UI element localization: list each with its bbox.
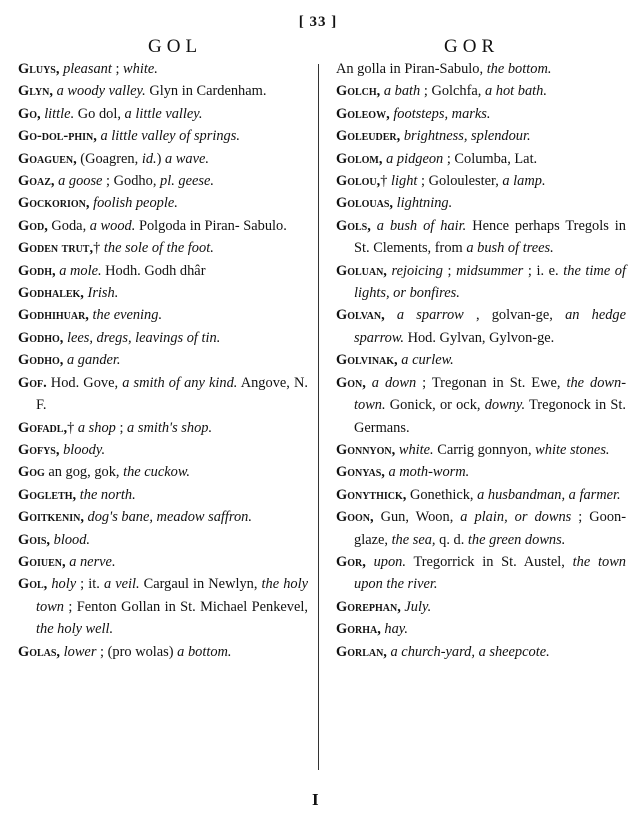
entry-headword: Golom, <box>336 150 383 167</box>
entry-gloss: foolish people. <box>93 195 178 212</box>
entry-headword: God, <box>18 217 48 234</box>
dictionary-entry <box>336 596 626 618</box>
dictionary-entry <box>18 439 308 461</box>
dictionary-entry <box>336 125 626 147</box>
dictionary-entry <box>18 573 308 640</box>
dictionary-entry <box>336 461 626 483</box>
entry-headword: Golouas, <box>336 195 394 212</box>
entry-text: ; i. e. <box>523 262 564 279</box>
dictionary-entry <box>18 349 308 371</box>
dictionary-entry <box>18 237 308 259</box>
dictionary-entry <box>18 170 308 192</box>
dictionary-entry <box>336 439 626 461</box>
entry-gloss: a bush of hair. <box>376 217 467 234</box>
dictionary-entry <box>336 192 626 214</box>
entry-text: q. d. <box>435 531 468 548</box>
entry-gloss: blood. <box>53 531 91 548</box>
entry-text <box>385 307 397 323</box>
entry-gloss: a husbandman, a farmer. <box>477 486 621 503</box>
entry-headword: Godh, <box>18 262 56 279</box>
dictionary-entry <box>18 148 308 170</box>
entry-gloss: a down <box>371 374 417 391</box>
entry-headword: Golch, <box>336 83 381 100</box>
entry-headword: Go, <box>18 105 41 122</box>
entry-text: Hodh. Godh dhâr <box>101 262 206 279</box>
entry-headword: Gorha, <box>336 621 381 638</box>
entry-text: Hence perhaps Tregols in St. Clements, from <box>354 217 626 257</box>
entry-headword: Goleow, <box>336 105 390 122</box>
entry-headword: Gols, <box>336 217 371 234</box>
entry-gloss: white. <box>123 61 158 77</box>
dictionary-entry <box>336 80 626 102</box>
entry-headword: Godhalek, <box>18 285 84 302</box>
entry-headword: Goitkenin, <box>18 509 84 526</box>
entry-text: ; Golchfa, <box>420 83 485 100</box>
entry-headword: Godho, <box>18 329 64 346</box>
entry-text: An golla in Piran-Sabulo, <box>336 61 487 77</box>
dictionary-entry <box>336 260 626 305</box>
entry-headword: Gofadl, <box>18 419 68 436</box>
entry-gloss: a veil. <box>103 576 140 593</box>
dictionary-entry <box>18 103 308 125</box>
entry-text: ; Godho, <box>102 173 161 190</box>
entry-gloss: a wave. <box>165 150 209 167</box>
entry-gloss: a nerve. <box>69 553 116 570</box>
entry-text: Go dol, <box>74 105 125 122</box>
entry-gloss: midsummer <box>456 262 524 279</box>
page-number: [ 33 ] <box>298 14 338 30</box>
left-column <box>18 58 308 663</box>
entry-headword: Gof. <box>18 374 47 391</box>
entry-headword: Glyn, <box>18 83 53 100</box>
entry-gloss: a plain, or downs <box>460 509 572 526</box>
entry-gloss: pleasant <box>63 61 112 77</box>
entry-gloss: a moth-worm. <box>388 464 470 481</box>
entry-headword: Golas, <box>18 643 61 660</box>
dictionary-entry <box>18 282 308 304</box>
entry-gloss: white. <box>398 441 434 458</box>
entry-headword: Gorephan, <box>336 598 401 615</box>
entry-text: ; Columba, Lat. <box>443 150 538 167</box>
entry-text <box>366 554 374 570</box>
entry-gloss: a church-yard, a sheepcote. <box>390 643 550 660</box>
entry-text: Hod. Gove, <box>46 374 123 391</box>
entry-gloss: the town upon the river. <box>354 553 626 593</box>
entry-headword: Gor, <box>336 553 366 570</box>
dictionary-entry <box>18 417 308 439</box>
entry-gloss: a curlew. <box>401 352 454 369</box>
entry-text: Angove, N. F. <box>36 374 308 414</box>
entry-gloss: July. <box>404 598 432 615</box>
entry-text: Gonick, or ock, <box>385 397 485 414</box>
entry-gloss: a bottom. <box>177 643 232 660</box>
dictionary-entry <box>336 58 626 80</box>
entry-headword: Goaguen, <box>18 150 77 167</box>
entry-headword: Godho, <box>18 352 64 369</box>
entry-headword: Gockorion, <box>18 195 90 212</box>
entry-text: Glyn in Cardenham. <box>145 83 267 100</box>
entry-text: † <box>380 173 392 190</box>
entry-headword: Gon, <box>336 374 366 391</box>
entry-text: ; <box>111 61 124 77</box>
dictionary-entry <box>336 484 626 506</box>
entry-text: Carrig gonnyon, <box>433 441 536 458</box>
entry-text: ; (pro wolas) <box>96 643 178 660</box>
right-column <box>336 58 626 663</box>
dictionary-entry <box>18 529 308 551</box>
entry-headword: Goden trut, <box>18 240 94 257</box>
entry-headword: Gonnyon, <box>336 441 396 458</box>
entry-headword: Gog <box>18 464 45 481</box>
entry-gloss: the sea, <box>391 531 436 548</box>
dictionary-entry <box>336 170 626 192</box>
column-divider <box>318 64 319 770</box>
dictionary-entry <box>336 103 626 125</box>
entry-gloss: downy. <box>484 397 526 414</box>
entry-headword: Gonythick, <box>336 486 407 503</box>
entry-gloss: dog's bane, meadow saffron. <box>87 509 252 526</box>
dictionary-entry <box>18 641 308 663</box>
dictionary-entry <box>336 551 626 596</box>
entry-gloss: the green downs. <box>467 531 566 548</box>
entry-gloss: the bottom. <box>486 61 552 77</box>
entry-gloss: a shop <box>77 419 116 436</box>
dictionary-entry <box>18 80 308 102</box>
entry-headword: Gorlan, <box>336 643 387 660</box>
dictionary-entry <box>336 148 626 170</box>
entry-gloss: the evening. <box>92 307 163 324</box>
entry-headword: Golvan, <box>336 307 385 324</box>
dictionary-entry <box>336 506 626 551</box>
entry-text: ; Goloulester, <box>417 173 503 190</box>
entry-gloss: bloody. <box>63 441 106 458</box>
entry-gloss: lightning. <box>396 195 453 212</box>
entry-gloss: a wood. <box>89 217 136 234</box>
entry-text: Gonethick, <box>406 486 478 503</box>
entry-headword: Golvinak, <box>336 352 398 369</box>
entry-headword: Goon, <box>336 509 374 526</box>
entry-gloss: holy <box>51 576 77 593</box>
signature-mark: I <box>312 790 319 809</box>
entry-headword: Godhihuar, <box>18 307 89 324</box>
entry-gloss: the holy town <box>36 576 308 615</box>
dictionary-entry <box>18 192 308 214</box>
entry-headword: Gluys, <box>18 61 60 77</box>
entry-text: ; Goon-glaze, <box>354 509 627 548</box>
entry-gloss: a hot bath. <box>485 83 547 100</box>
entry-gloss: lees, dregs, leavings of tin. <box>66 329 221 346</box>
entry-gloss: a mole. <box>59 262 102 279</box>
dictionary-entry <box>336 641 626 663</box>
entry-gloss: Irish. <box>87 285 119 302</box>
entry-text: Hod. Gylvan, Gylvon-ge. <box>403 329 555 346</box>
dictionary-entry <box>336 349 626 371</box>
entry-gloss: a lamp. <box>502 173 546 190</box>
entry-gloss: the holy well. <box>36 621 114 638</box>
entry-headword: Gol, <box>18 576 48 593</box>
entry-text: Goda, <box>47 217 90 234</box>
entry-text: an gog, gok, <box>44 464 124 481</box>
entry-headword: Goleuder, <box>336 128 401 145</box>
entry-gloss: a bush of trees. <box>466 240 554 257</box>
dictionary-entry <box>18 484 308 506</box>
dictionary-entry <box>18 551 308 573</box>
dictionary-entry <box>18 215 308 237</box>
right-running-head: GOR <box>444 36 500 57</box>
entry-gloss: pl. geese. <box>160 173 214 190</box>
entry-gloss: the sole of the foot. <box>103 240 214 257</box>
entry-gloss: a pidgeon <box>386 150 444 167</box>
page-header <box>0 14 640 57</box>
entry-text: ; it. <box>76 576 104 593</box>
dictionary-entry <box>18 461 308 483</box>
entry-gloss: the cuckow. <box>123 464 190 481</box>
dictionary-entry <box>18 506 308 528</box>
entry-headword: Goaz, <box>18 173 55 190</box>
entry-gloss: id. <box>141 150 157 167</box>
entry-headword: Golou, <box>336 173 381 190</box>
entry-gloss: the down-town. <box>354 374 627 414</box>
entry-text: Polgoda in Piran- Sabulo. <box>135 217 287 234</box>
dictionary-entry <box>336 304 626 349</box>
dictionary-entry <box>18 327 308 349</box>
entry-text: Cargaul in Newlyn, <box>139 576 262 593</box>
entry-text: ; <box>115 419 128 436</box>
entry-gloss: lower <box>63 643 97 660</box>
dictionary-entry <box>18 304 308 326</box>
entry-gloss: upon. <box>373 553 406 570</box>
dictionary-entry <box>18 372 308 417</box>
entry-gloss: white stones. <box>535 441 610 458</box>
entry-gloss: hay. <box>384 621 408 638</box>
entry-gloss: footsteps, marks. <box>393 105 491 122</box>
entry-gloss: a little valley. <box>124 105 203 122</box>
entry-gloss: a sparrow <box>396 307 464 324</box>
left-running-head: GOL <box>148 36 203 57</box>
entry-gloss: brightness, splendour. <box>403 128 531 145</box>
dictionary-entry <box>18 125 308 147</box>
entry-text: (Goagren, <box>76 150 142 167</box>
dictionary-entry <box>336 372 626 439</box>
entry-headword: Gofys, <box>18 441 60 458</box>
entry-text: ) <box>156 150 166 167</box>
entry-gloss: little. <box>44 105 75 122</box>
entry-gloss: a goose <box>58 173 103 190</box>
entry-headword: Goiuen, <box>18 553 66 570</box>
entry-text: † <box>93 240 104 257</box>
entry-gloss: a smith's shop. <box>127 419 213 436</box>
entry-text: † <box>67 419 78 436</box>
entry-gloss: the north. <box>79 486 136 503</box>
entry-headword: Gonyas, <box>336 464 385 481</box>
entry-gloss: a bath <box>383 83 421 100</box>
entry-gloss: rejoicing <box>391 262 443 279</box>
entry-text: Tregonock in St. Germans. <box>354 397 626 436</box>
entry-text: ; Fenton Gollan in St. Michael Penkevel, <box>64 598 308 615</box>
entry-text: Tregorrick in St. Austel, <box>405 553 573 570</box>
entry-gloss: light <box>391 173 418 190</box>
dictionary-entry <box>18 260 308 282</box>
entry-gloss: a gander. <box>66 352 121 369</box>
entry-text: Gun, Woon, <box>373 509 461 526</box>
entry-gloss: an hedge sparrow. <box>354 307 627 346</box>
entry-text: , golvan-ge, <box>463 307 566 324</box>
entry-gloss: a smith of any kind. <box>122 374 238 391</box>
dictionary-entry <box>336 215 626 260</box>
entry-gloss: the time of lights, or bonfires. <box>354 262 626 302</box>
entry-headword: Gois, <box>18 531 51 548</box>
entry-text: ; Tregonan in St. Ewe, <box>416 374 567 391</box>
dictionary-entry <box>336 618 626 640</box>
entry-gloss: a little valley of springs. <box>100 128 240 145</box>
entry-headword: Gogleth, <box>18 486 77 503</box>
entry-headword: Goluan, <box>336 262 387 279</box>
entry-headword: Go-dol-phin, <box>18 128 97 145</box>
entry-gloss: a woody valley. <box>56 83 146 100</box>
dictionary-entry <box>18 58 308 80</box>
entry-text: ; <box>442 262 457 279</box>
